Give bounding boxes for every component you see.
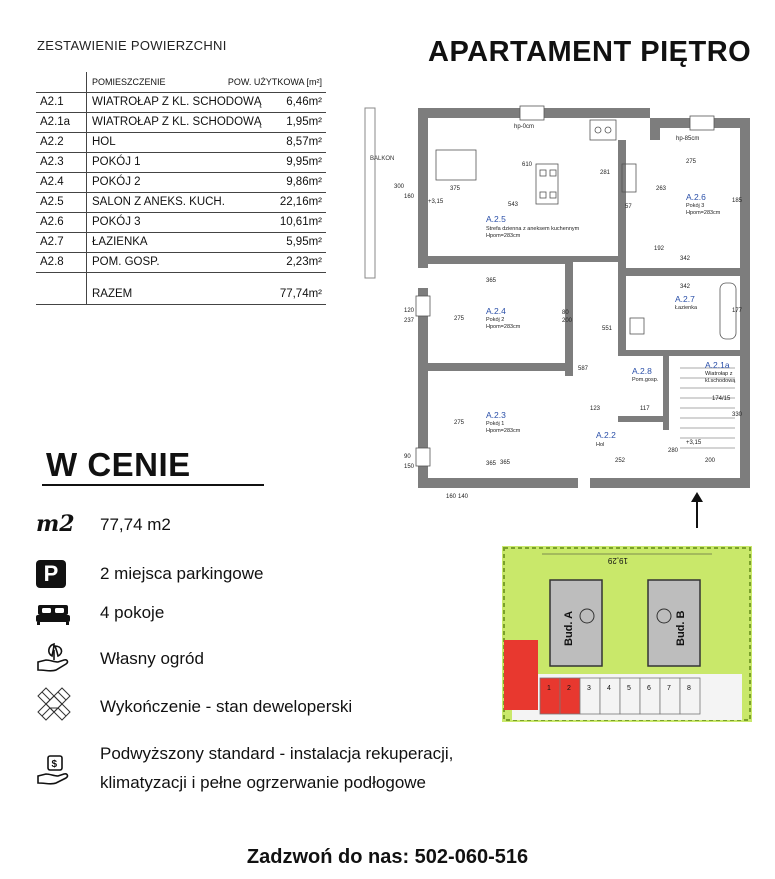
- room-desc: kl.schodową: [705, 378, 736, 384]
- dimension: 80: [562, 310, 569, 316]
- table-title: ZESTAWIENIE POWIERZCHNI: [37, 38, 227, 53]
- dimension: 281: [600, 170, 611, 176]
- parquet-icon: [36, 686, 76, 724]
- dimension: 275: [686, 159, 697, 165]
- dimension: 150: [404, 464, 415, 470]
- room-desc: Hpom=283cm: [686, 210, 721, 216]
- dimension: 120: [404, 308, 415, 314]
- dimension: hp-85cm: [676, 136, 700, 142]
- row-area: 1,95m²: [286, 116, 322, 128]
- entrance-arrow-head: [691, 492, 703, 502]
- building-b: [648, 580, 700, 666]
- total-area: 77,74m²: [279, 288, 322, 300]
- dimension: 237: [404, 318, 415, 324]
- area-table: [36, 72, 326, 312]
- bed-icon: [36, 603, 70, 625]
- dimension: 330: [732, 412, 743, 418]
- row-code: A2.8: [40, 256, 64, 268]
- m2-icon: m2: [36, 511, 75, 537]
- dimension: 375: [450, 186, 461, 192]
- row-area: 8,57m²: [286, 136, 322, 148]
- row-area: 5,95m²: [286, 236, 322, 248]
- dimension: +3,15: [686, 440, 702, 446]
- floor-plan: [360, 88, 770, 528]
- dimension: 160: [404, 194, 415, 200]
- building-b-label: Bud. B: [675, 610, 687, 646]
- svg-text:1: 1: [547, 685, 551, 692]
- dimension: 140: [458, 494, 469, 500]
- price-heading: W CENIE: [46, 446, 191, 483]
- dimension: 342: [680, 256, 691, 262]
- row-area: 9,86m²: [286, 176, 322, 188]
- row-name: WIATROŁAP Z KL. SCHODOWĄ: [92, 96, 262, 108]
- table-header: [36, 72, 326, 93]
- row-code: A2.6: [40, 216, 64, 228]
- row-code: A2.2: [40, 136, 64, 148]
- dimension: 117: [640, 406, 650, 412]
- garden-hand-icon: [36, 640, 72, 674]
- table-row: [36, 212, 326, 233]
- room-code: A.2.1a: [705, 360, 730, 370]
- dimension: 200: [562, 318, 573, 324]
- feature-standard-line1: Podwyższony standard - instalacja rekuperacji,: [100, 744, 454, 763]
- dimension: 587: [578, 366, 589, 372]
- dimension: 90: [404, 454, 411, 460]
- money-hand-icon: [36, 752, 74, 786]
- parking-icon: P: [36, 560, 66, 588]
- balcony-label: BALKON: [370, 156, 395, 162]
- dimension: 174/15: [712, 396, 731, 402]
- row-area: 9,95m²: [286, 156, 322, 168]
- row-name: HOL: [92, 136, 116, 148]
- dimension: 543: [508, 202, 519, 208]
- svg-text:8: 8: [687, 685, 691, 692]
- table-row: [36, 152, 326, 173]
- dimension: 610: [522, 162, 533, 168]
- room-desc: Pom.gosp.: [632, 377, 659, 383]
- svg-text:6: 6: [647, 685, 651, 692]
- room-code: A.2.2: [596, 430, 616, 440]
- row-code: A2.7: [40, 236, 64, 248]
- header-room: POMIESZCZENIE: [92, 77, 166, 87]
- svg-text:7: 7: [667, 685, 671, 692]
- dimension: 177: [732, 308, 743, 314]
- room-desc: Wiatrołap z: [705, 371, 733, 377]
- feature-area: 77,74 m2: [100, 515, 171, 534]
- building-a: [550, 580, 602, 666]
- room-code: A.2.6: [686, 192, 706, 202]
- room-desc: Hpom=283cm: [486, 324, 521, 330]
- dimension: 365: [486, 278, 497, 284]
- table-row: [36, 132, 326, 153]
- room-desc: Hpom=283cm: [486, 233, 521, 239]
- table-row: [36, 192, 326, 213]
- feature-standard-line2: klimatyzacji i pełne ogrzerwanie podłogowe: [100, 773, 427, 792]
- row-name: POKÓJ 2: [92, 176, 141, 188]
- table-row: [36, 252, 326, 273]
- dimension: 300: [394, 184, 405, 190]
- dimension: 185: [732, 198, 743, 204]
- room-desc: Łazienka: [675, 305, 698, 311]
- dimension: 342: [680, 284, 691, 290]
- balcony-outline: [365, 108, 375, 278]
- dimension: 263: [656, 186, 667, 192]
- svg-text:4: 4: [607, 685, 611, 692]
- feature-garden: Własny ogród: [100, 649, 204, 668]
- feature-finish: Wykończenie - stan deweloperski: [100, 697, 353, 716]
- room-desc: Pokój 2: [486, 317, 505, 323]
- red-plot: [504, 640, 538, 710]
- room-code: A.2.3: [486, 410, 506, 420]
- row-area: 10,61m²: [279, 216, 322, 228]
- row-code: A2.1: [40, 96, 64, 108]
- interior-walls: [428, 140, 740, 430]
- dimension: hp-0cm: [514, 124, 535, 130]
- dimension: 365: [500, 460, 511, 466]
- svg-text:5: 5: [627, 685, 631, 692]
- table-total-row: [36, 284, 326, 305]
- row-code: A2.1a: [40, 116, 71, 128]
- row-name: POM. GOSP.: [92, 256, 160, 268]
- row-code: A2.4: [40, 176, 64, 188]
- row-name: POKÓJ 3: [92, 216, 141, 228]
- dimension: 275: [454, 316, 465, 322]
- room-code: A.2.4: [486, 306, 506, 316]
- row-name: ŁAZIENKA: [92, 236, 148, 248]
- row-name: WIATROŁAP Z KL. SCHODOWĄ: [92, 116, 262, 128]
- room-desc: Pokój 1: [486, 421, 505, 427]
- room-code: A.2.5: [486, 214, 506, 224]
- dimension: 57: [625, 204, 632, 210]
- dimension: +3,15: [428, 199, 444, 205]
- svg-text:$: $: [51, 759, 58, 770]
- table-row: [36, 172, 326, 193]
- svg-text:3: 3: [587, 685, 591, 692]
- dimension: 280: [668, 448, 679, 454]
- exterior-walls: [418, 108, 750, 488]
- header-area: POW. UŻYTKOWA [m²]: [227, 77, 322, 87]
- room-desc: Hpom=283cm: [486, 428, 521, 434]
- toilet: [630, 318, 644, 334]
- row-code: A2.5: [40, 196, 64, 208]
- apartment-title: APARTAMENT PIĘTRO: [428, 36, 752, 68]
- dimension: 192: [654, 246, 665, 252]
- total-label: RAZEM: [92, 288, 133, 300]
- dimension: 365: [486, 461, 497, 467]
- row-code: A2.3: [40, 156, 64, 168]
- table-row: [36, 112, 326, 133]
- row-area: 2,23m²: [286, 256, 322, 268]
- feature-rooms: 4 pokoje: [100, 603, 165, 622]
- row-name: SALON Z ANEKS. KUCH.: [92, 196, 225, 208]
- feature-parking: 2 miejsca parkingowe: [100, 564, 264, 583]
- table-row: [36, 92, 326, 113]
- room-desc: Strefa dzienna z aneksem kuchennym: [486, 226, 580, 232]
- site-dimension: 19,29: [607, 556, 628, 565]
- row-area: 6,46m²: [286, 96, 322, 108]
- room-desc: Pokój 3: [686, 203, 705, 209]
- parking-spaces: [540, 678, 700, 714]
- dimension: 123: [590, 406, 601, 412]
- room-code: A.2.7: [675, 294, 695, 304]
- room-code: A.2.8: [632, 366, 652, 376]
- row-area: 22,16m²: [279, 196, 322, 208]
- dimension: 160: [446, 494, 457, 500]
- building-a-label: Bud. A: [563, 610, 575, 646]
- svg-text:2: 2: [567, 685, 571, 692]
- dimension: 252: [615, 458, 626, 464]
- room-desc: Hol: [596, 442, 605, 448]
- dimension: 275: [454, 420, 465, 426]
- row-name: POKÓJ 1: [92, 156, 141, 168]
- site-plan: [502, 546, 752, 722]
- dimension: 200: [705, 458, 716, 464]
- table-row: [36, 232, 326, 253]
- dimension: 551: [602, 326, 613, 332]
- contact-phone[interactable]: Zadzwoń do nas: 502-060-516: [246, 846, 529, 868]
- price-underline: [42, 484, 264, 486]
- kitchen-fittings: [436, 120, 636, 204]
